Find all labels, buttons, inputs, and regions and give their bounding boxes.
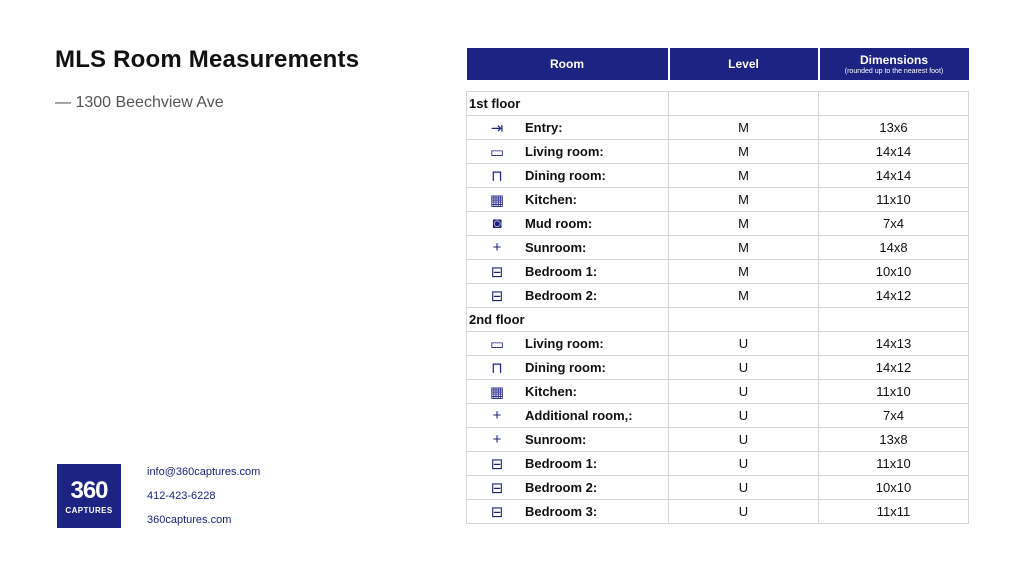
table-row bbox=[467, 188, 969, 212]
table-row bbox=[467, 140, 969, 164]
dimensions-cell: 11x11 bbox=[819, 500, 969, 524]
plus-icon: + bbox=[492, 431, 502, 449]
room-cell bbox=[467, 500, 669, 524]
contact-website[interactable]: 360captures.com bbox=[147, 514, 232, 526]
floor-section-row bbox=[467, 92, 969, 116]
room-name: Sunroom: bbox=[525, 432, 587, 448]
table-row bbox=[467, 500, 969, 524]
room-cell bbox=[467, 260, 669, 284]
dimensions-cell: 10x10 bbox=[819, 476, 969, 500]
room-cell bbox=[467, 452, 669, 476]
level-cell: M bbox=[669, 164, 819, 188]
room-name: Sunroom: bbox=[525, 240, 587, 256]
room-cell bbox=[467, 188, 669, 212]
address-subtitle: — 1300 Beechview Ave bbox=[55, 94, 224, 111]
level-cell: U bbox=[669, 500, 819, 524]
table-header bbox=[467, 48, 969, 80]
empty-cell bbox=[819, 308, 969, 332]
room-cell bbox=[467, 380, 669, 404]
room-cell bbox=[467, 164, 669, 188]
floor-section-row bbox=[467, 308, 969, 332]
room-name: Entry: bbox=[525, 120, 563, 135]
header-room: Room bbox=[467, 48, 669, 80]
dimensions-cell: 14x12 bbox=[819, 356, 969, 380]
table-row bbox=[467, 428, 969, 452]
room-cell bbox=[467, 332, 669, 356]
level-cell: U bbox=[669, 404, 819, 428]
level-cell: U bbox=[669, 380, 819, 404]
plus-icon: + bbox=[492, 407, 502, 425]
sofa-icon: ▭ bbox=[489, 143, 505, 161]
empty-cell bbox=[819, 92, 969, 116]
dimensions-cell: 7x4 bbox=[819, 212, 969, 236]
table-row bbox=[467, 332, 969, 356]
level-cell: U bbox=[669, 356, 819, 380]
room-name: Bedroom 2: bbox=[525, 480, 598, 495]
dining-table-icon: ⊓ bbox=[491, 167, 503, 185]
dimensions-cell: 14x14 bbox=[819, 140, 969, 164]
level-cell: M bbox=[669, 116, 819, 140]
room-name: Living room: bbox=[525, 144, 604, 159]
level-cell: U bbox=[669, 476, 819, 500]
header-level: Level bbox=[669, 48, 819, 80]
dimensions-cell: 14x13 bbox=[819, 332, 969, 356]
table-row bbox=[467, 356, 969, 380]
table-row bbox=[467, 284, 969, 308]
company-logo bbox=[57, 464, 121, 528]
header-dimensions bbox=[819, 48, 969, 80]
dimensions-cell: 14x14 bbox=[819, 164, 969, 188]
bed-icon: ⊟ bbox=[490, 455, 504, 473]
dimensions-cell: 11x10 bbox=[819, 452, 969, 476]
plus-icon: + bbox=[492, 239, 502, 257]
dimensions-cell: 11x10 bbox=[819, 188, 969, 212]
dimensions-cell: 14x12 bbox=[819, 284, 969, 308]
logo-word: CAPTURES bbox=[65, 506, 113, 515]
sofa-icon: ▭ bbox=[489, 335, 505, 353]
header-dimensions-label: Dimensions bbox=[859, 53, 928, 67]
dimensions-cell: 13x8 bbox=[819, 428, 969, 452]
room-name: Dining room: bbox=[525, 360, 606, 375]
room-name: Bedroom 2: bbox=[525, 288, 598, 303]
stove-icon: ▦ bbox=[489, 191, 505, 209]
room-measurements-table bbox=[466, 48, 969, 524]
stove-icon: ▦ bbox=[489, 383, 505, 401]
table-row bbox=[467, 116, 969, 140]
entry-icon: ⇥ bbox=[490, 119, 504, 137]
table-row bbox=[467, 164, 969, 188]
page-title: MLS Room Measurements bbox=[55, 46, 360, 73]
room-name: Living room: bbox=[525, 336, 604, 351]
level-cell: U bbox=[669, 452, 819, 476]
level-cell: M bbox=[669, 188, 819, 212]
room-name: Mud room: bbox=[525, 216, 593, 232]
room-name: Additional room,: bbox=[525, 408, 633, 424]
contact-phone[interactable]: 412-423-6228 bbox=[147, 490, 216, 502]
room-cell bbox=[467, 140, 669, 164]
floor-label: 1st floor bbox=[467, 92, 669, 116]
level-cell: M bbox=[669, 284, 819, 308]
table-row bbox=[467, 452, 969, 476]
empty-cell bbox=[669, 92, 819, 116]
dimensions-cell: 7x4 bbox=[819, 404, 969, 428]
room-name: Bedroom 1: bbox=[525, 456, 598, 471]
room-name: Kitchen: bbox=[525, 192, 577, 207]
floor-label: 2nd floor bbox=[467, 308, 669, 332]
room-cell bbox=[467, 404, 669, 428]
header-dimensions-note: (rounded up to the nearest foot) bbox=[844, 68, 944, 75]
level-cell: U bbox=[669, 332, 819, 356]
level-cell: M bbox=[669, 212, 819, 236]
table-row bbox=[467, 212, 969, 236]
room-cell bbox=[467, 212, 669, 236]
dimensions-cell: 13x6 bbox=[819, 116, 969, 140]
level-cell: U bbox=[669, 428, 819, 452]
contact-email[interactable]: info@360captures.com bbox=[147, 466, 261, 478]
table-row bbox=[467, 236, 969, 260]
bed-icon: ⊟ bbox=[490, 503, 504, 521]
room-cell bbox=[467, 116, 669, 140]
room-cell bbox=[467, 428, 669, 452]
bed-icon: ⊟ bbox=[490, 479, 504, 497]
dimensions-cell: 14x8 bbox=[819, 236, 969, 260]
room-name: Bedroom 1: bbox=[525, 264, 598, 279]
dimensions-cell: 11x10 bbox=[819, 380, 969, 404]
logo-number: 360 bbox=[70, 477, 108, 504]
room-name: Kitchen: bbox=[525, 384, 577, 399]
dining-table-icon: ⊓ bbox=[491, 359, 503, 377]
room-cell bbox=[467, 236, 669, 260]
table-row bbox=[467, 404, 969, 428]
room-cell bbox=[467, 284, 669, 308]
level-cell: M bbox=[669, 236, 819, 260]
room-name: Dining room: bbox=[525, 168, 606, 183]
empty-cell bbox=[669, 308, 819, 332]
bed-icon: ⊟ bbox=[490, 263, 504, 281]
dimensions-cell: 10x10 bbox=[819, 260, 969, 284]
bed-icon: ⊟ bbox=[490, 287, 504, 305]
level-cell: M bbox=[669, 260, 819, 284]
table-row bbox=[467, 476, 969, 500]
washer-icon: ◙ bbox=[492, 215, 502, 233]
table-row bbox=[467, 380, 969, 404]
room-cell bbox=[467, 356, 669, 380]
room-name: Bedroom 3: bbox=[525, 504, 598, 519]
table-row bbox=[467, 260, 969, 284]
level-cell: M bbox=[669, 140, 819, 164]
room-cell bbox=[467, 476, 669, 500]
